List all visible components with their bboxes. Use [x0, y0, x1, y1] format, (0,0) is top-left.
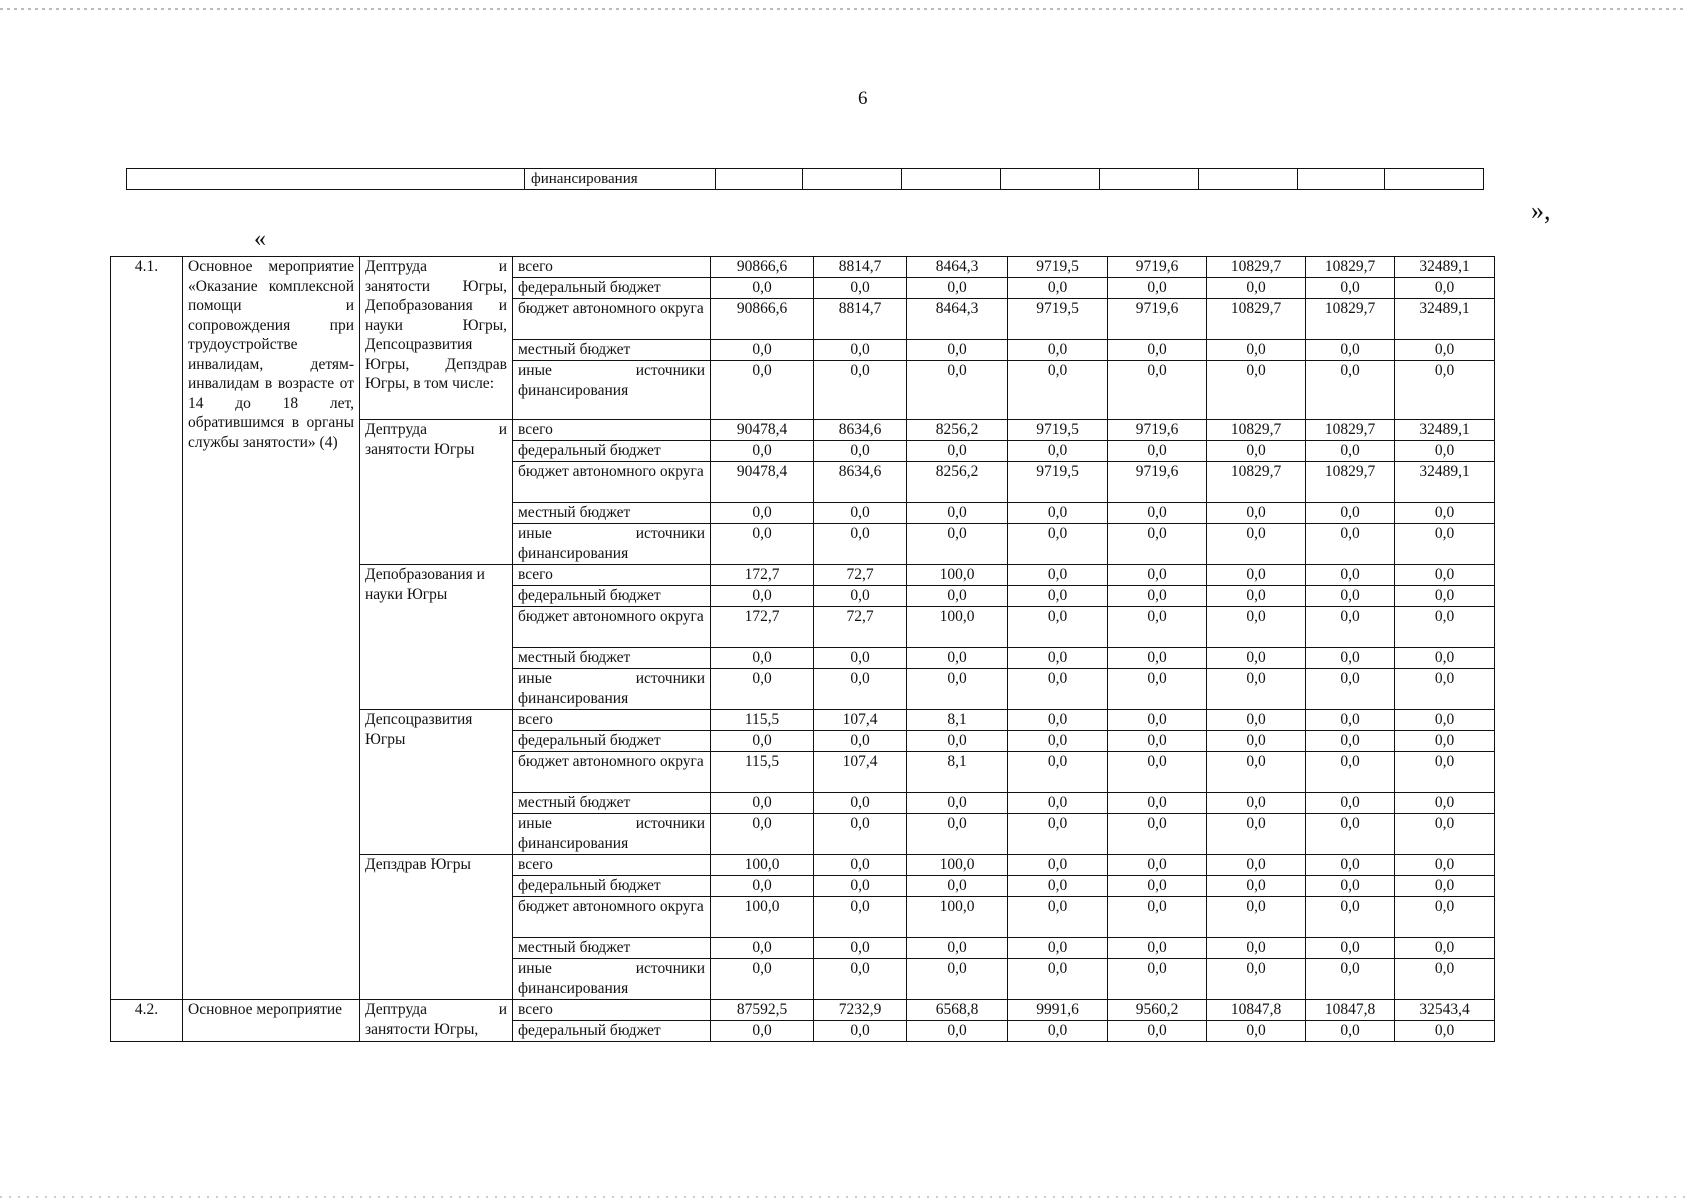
- value-cell: 100,0: [711, 855, 814, 876]
- value-cell: 0,0: [1395, 1021, 1495, 1042]
- value-cell: 87592,5: [711, 1000, 814, 1021]
- value-cell: 100,0: [711, 897, 814, 938]
- continuation-label: финансирования: [525, 169, 716, 190]
- value-cell: 0,0: [1395, 524, 1495, 565]
- value-cell: 0,0: [711, 876, 814, 897]
- value-cell: 0,0: [1395, 959, 1495, 1000]
- value-cell: 90866,6: [711, 299, 814, 340]
- value-cell: 0,0: [1306, 793, 1395, 814]
- value-cell: 0,0: [1207, 793, 1306, 814]
- value-cell: 0,0: [1395, 710, 1495, 731]
- value-cell: 0,0: [711, 503, 814, 524]
- item-title: Основное мероприятие: [183, 1000, 360, 1042]
- source-label: бюджет автономного округа: [513, 897, 711, 938]
- value-cell: 0,0: [1008, 793, 1108, 814]
- value-cell: 0,0: [907, 1021, 1008, 1042]
- value-cell: 0,0: [1008, 648, 1108, 669]
- value-cell: 0,0: [1395, 565, 1495, 586]
- value-cell: 8,1: [907, 752, 1008, 793]
- source-label: федеральный бюджет: [513, 586, 711, 607]
- value-cell: 0,0: [1207, 441, 1306, 462]
- value-cell: 10829,7: [1306, 299, 1395, 340]
- value-cell: 0,0: [711, 648, 814, 669]
- value-cell: 0,0: [1306, 938, 1395, 959]
- source-label: местный бюджет: [513, 503, 711, 524]
- value-cell: 0,0: [711, 441, 814, 462]
- value-cell: 0,0: [1008, 1021, 1108, 1042]
- source-label: иные источники финансирования: [513, 524, 711, 565]
- value-cell: 100,0: [907, 855, 1008, 876]
- value-cell: 9719,6: [1108, 420, 1207, 441]
- value-cell: 10847,8: [1207, 1000, 1306, 1021]
- value-cell: 0,0: [907, 648, 1008, 669]
- opening-quote: «: [254, 226, 266, 252]
- value-cell: 0,0: [1306, 565, 1395, 586]
- value-cell: 0,0: [711, 1021, 814, 1042]
- value-cell: 0,0: [1395, 876, 1495, 897]
- source-label: иные источники финансирования: [513, 959, 711, 1000]
- value-cell: 0,0: [1008, 361, 1108, 420]
- value-cell: 0,0: [907, 814, 1008, 855]
- value-cell: 115,5: [711, 752, 814, 793]
- value-cell: 172,7: [711, 565, 814, 586]
- value-cell: 0,0: [1207, 648, 1306, 669]
- value-cell: 0,0: [1207, 710, 1306, 731]
- value-cell: 90478,4: [711, 420, 814, 441]
- value-cell: 0,0: [1395, 731, 1495, 752]
- value-cell: 8464,3: [907, 299, 1008, 340]
- executor-cell: Дептруда и занятости Югры: [360, 420, 513, 565]
- value-cell: 0,0: [1108, 814, 1207, 855]
- value-cell: 0,0: [1306, 441, 1395, 462]
- value-cell: 0,0: [1306, 876, 1395, 897]
- value-cell: 0,0: [907, 586, 1008, 607]
- value-cell: 0,0: [711, 814, 814, 855]
- value-cell: 0,0: [1207, 340, 1306, 361]
- table-cell: [1199, 169, 1298, 190]
- value-cell: 9719,5: [1008, 462, 1108, 503]
- value-cell: 10829,7: [1207, 420, 1306, 441]
- source-label: местный бюджет: [513, 938, 711, 959]
- value-cell: 0,0: [1108, 793, 1207, 814]
- value-cell: 0,0: [907, 278, 1008, 299]
- value-cell: 9719,5: [1008, 299, 1108, 340]
- value-cell: 0,0: [1207, 731, 1306, 752]
- value-cell: 0,0: [1207, 855, 1306, 876]
- value-cell: 0,0: [1306, 607, 1395, 648]
- value-cell: 0,0: [1108, 1021, 1207, 1042]
- value-cell: 0,0: [1395, 586, 1495, 607]
- value-cell: 0,0: [1108, 648, 1207, 669]
- value-cell: 0,0: [814, 814, 907, 855]
- scan-edge-top: [0, 8, 1686, 10]
- value-cell: 0,0: [1108, 876, 1207, 897]
- value-cell: 10829,7: [1207, 299, 1306, 340]
- value-cell: 100,0: [907, 607, 1008, 648]
- value-cell: 172,7: [711, 607, 814, 648]
- value-cell: 0,0: [1207, 607, 1306, 648]
- value-cell: 90866,6: [711, 257, 814, 278]
- value-cell: 0,0: [1395, 793, 1495, 814]
- value-cell: 0,0: [907, 731, 1008, 752]
- value-cell: 0,0: [1306, 340, 1395, 361]
- value-cell: 9719,5: [1008, 420, 1108, 441]
- value-cell: 0,0: [1108, 959, 1207, 1000]
- value-cell: 0,0: [1008, 524, 1108, 565]
- value-cell: 0,0: [1306, 855, 1395, 876]
- table-row: [127, 169, 1484, 190]
- source-label: бюджет автономного округа: [513, 752, 711, 793]
- value-cell: 32543,4: [1395, 1000, 1495, 1021]
- value-cell: 0,0: [1008, 731, 1108, 752]
- value-cell: 0,0: [1008, 607, 1108, 648]
- source-label: бюджет автономного округа: [513, 607, 711, 648]
- value-cell: 0,0: [1395, 814, 1495, 855]
- value-cell: 0,0: [711, 361, 814, 420]
- source-label: бюджет автономного округа: [513, 299, 711, 340]
- value-cell: 0,0: [711, 278, 814, 299]
- value-cell: 0,0: [711, 793, 814, 814]
- value-cell: 0,0: [1008, 565, 1108, 586]
- value-cell: 0,0: [1108, 607, 1207, 648]
- value-cell: 0,0: [1108, 669, 1207, 710]
- value-cell: 0,0: [814, 855, 907, 876]
- value-cell: 0,0: [711, 669, 814, 710]
- value-cell: 0,0: [1108, 938, 1207, 959]
- value-cell: 0,0: [1395, 897, 1495, 938]
- value-cell: 8,1: [907, 710, 1008, 731]
- value-cell: 0,0: [1395, 441, 1495, 462]
- source-label: местный бюджет: [513, 648, 711, 669]
- value-cell: 0,0: [711, 731, 814, 752]
- value-cell: 0,0: [1395, 855, 1495, 876]
- source-label: всего: [513, 1000, 711, 1021]
- source-label: федеральный бюджет: [513, 876, 711, 897]
- value-cell: 0,0: [1108, 503, 1207, 524]
- value-cell: 10829,7: [1306, 420, 1395, 441]
- table-cell: [1001, 169, 1100, 190]
- value-cell: 32489,1: [1395, 420, 1495, 441]
- value-cell: 0,0: [1008, 752, 1108, 793]
- value-cell: 0,0: [907, 876, 1008, 897]
- source-label: федеральный бюджет: [513, 731, 711, 752]
- value-cell: 0,0: [1207, 503, 1306, 524]
- table-row: [111, 1000, 1495, 1021]
- value-cell: 0,0: [1008, 938, 1108, 959]
- value-cell: 0,0: [1395, 669, 1495, 710]
- value-cell: 0,0: [1008, 278, 1108, 299]
- value-cell: 0,0: [907, 361, 1008, 420]
- value-cell: 10829,7: [1306, 462, 1395, 503]
- value-cell: 0,0: [1207, 278, 1306, 299]
- value-cell: 8256,2: [907, 420, 1008, 441]
- value-cell: 9991,6: [1008, 1000, 1108, 1021]
- source-label: федеральный бюджет: [513, 1021, 711, 1042]
- value-cell: 0,0: [1108, 361, 1207, 420]
- value-cell: 0,0: [814, 340, 907, 361]
- value-cell: 0,0: [1207, 1021, 1306, 1042]
- value-cell: 0,0: [1306, 897, 1395, 938]
- table-cell: [902, 169, 1001, 190]
- source-label: всего: [513, 565, 711, 586]
- value-cell: 0,0: [814, 876, 907, 897]
- value-cell: 0,0: [1207, 361, 1306, 420]
- value-cell: 0,0: [1008, 876, 1108, 897]
- value-cell: 0,0: [1207, 876, 1306, 897]
- item-title: Основное мероприятие «Оказание комплексной помощи и сопровождения при трудоустройстве инвалидам, детям-инвалидам в возрасте от 14 до 18 лет, обратившимся в органы службы занятости» (4): [183, 257, 360, 1000]
- value-cell: 0,0: [1008, 959, 1108, 1000]
- value-cell: 0,0: [711, 959, 814, 1000]
- value-cell: 0,0: [1395, 607, 1495, 648]
- value-cell: 0,0: [907, 441, 1008, 462]
- table-cell: [803, 169, 902, 190]
- value-cell: 0,0: [1008, 340, 1108, 361]
- executor-cell: Дептруда и занятости Югры,: [360, 1000, 513, 1042]
- value-cell: 0,0: [1395, 938, 1495, 959]
- value-cell: 0,0: [1207, 669, 1306, 710]
- source-label: всего: [513, 710, 711, 731]
- value-cell: 0,0: [814, 503, 907, 524]
- source-label: федеральный бюджет: [513, 441, 711, 462]
- value-cell: 8464,3: [907, 257, 1008, 278]
- value-cell: 72,7: [814, 565, 907, 586]
- scan-edge-bottom: [0, 1196, 1686, 1198]
- value-cell: 7232,9: [814, 1000, 907, 1021]
- value-cell: 0,0: [1008, 855, 1108, 876]
- value-cell: 0,0: [1306, 752, 1395, 793]
- value-cell: 0,0: [814, 731, 907, 752]
- value-cell: 0,0: [1207, 938, 1306, 959]
- value-cell: 0,0: [1008, 710, 1108, 731]
- item-number: 4.1.: [111, 257, 183, 1000]
- value-cell: 0,0: [814, 278, 907, 299]
- table-cell: [1298, 169, 1385, 190]
- value-cell: 0,0: [1207, 897, 1306, 938]
- value-cell: 0,0: [1008, 441, 1108, 462]
- value-cell: 107,4: [814, 752, 907, 793]
- value-cell: 0,0: [1207, 959, 1306, 1000]
- value-cell: 9719,5: [1008, 257, 1108, 278]
- value-cell: 0,0: [814, 1021, 907, 1042]
- source-label: иные источники финансирования: [513, 669, 711, 710]
- table-cell: [716, 169, 803, 190]
- value-cell: 0,0: [814, 669, 907, 710]
- value-cell: 0,0: [1108, 340, 1207, 361]
- value-cell: 10847,8: [1306, 1000, 1395, 1021]
- value-cell: 9560,2: [1108, 1000, 1207, 1021]
- value-cell: 72,7: [814, 607, 907, 648]
- funding-table: [110, 256, 1495, 1042]
- continuation-table: [126, 168, 1484, 190]
- value-cell: 115,5: [711, 710, 814, 731]
- value-cell: 0,0: [1306, 648, 1395, 669]
- value-cell: 0,0: [814, 938, 907, 959]
- value-cell: 0,0: [1395, 361, 1495, 420]
- executor-cell: Депобразования и науки Югры: [360, 565, 513, 710]
- closing-quote: »,: [1531, 196, 1551, 225]
- value-cell: 0,0: [1108, 278, 1207, 299]
- value-cell: 9719,6: [1108, 299, 1207, 340]
- value-cell: 0,0: [711, 524, 814, 565]
- source-label: местный бюджет: [513, 793, 711, 814]
- value-cell: 0,0: [907, 669, 1008, 710]
- value-cell: 0,0: [1306, 361, 1395, 420]
- value-cell: 107,4: [814, 710, 907, 731]
- source-label: местный бюджет: [513, 340, 711, 361]
- source-label: всего: [513, 257, 711, 278]
- value-cell: 0,0: [1108, 441, 1207, 462]
- value-cell: 0,0: [814, 959, 907, 1000]
- table-cell: [1385, 169, 1484, 190]
- value-cell: 0,0: [1207, 586, 1306, 607]
- value-cell: 0,0: [1108, 524, 1207, 565]
- source-label: иные источники финансирования: [513, 814, 711, 855]
- source-label: бюджет автономного округа: [513, 462, 711, 503]
- value-cell: 0,0: [814, 441, 907, 462]
- table-row: [111, 257, 1495, 278]
- value-cell: 8256,2: [907, 462, 1008, 503]
- value-cell: 100,0: [907, 897, 1008, 938]
- value-cell: 10829,7: [1306, 257, 1395, 278]
- value-cell: 0,0: [907, 793, 1008, 814]
- value-cell: 8634,6: [814, 420, 907, 441]
- value-cell: 0,0: [1207, 565, 1306, 586]
- value-cell: 0,0: [907, 959, 1008, 1000]
- value-cell: 0,0: [1306, 278, 1395, 299]
- value-cell: 0,0: [1306, 503, 1395, 524]
- value-cell: 0,0: [814, 524, 907, 565]
- source-label: федеральный бюджет: [513, 278, 711, 299]
- value-cell: 0,0: [1306, 814, 1395, 855]
- value-cell: 0,0: [814, 793, 907, 814]
- value-cell: 0,0: [1306, 1021, 1395, 1042]
- value-cell: 0,0: [1306, 959, 1395, 1000]
- executor-cell: Депсоцразвития Югры: [360, 710, 513, 855]
- table-cell: [127, 169, 525, 190]
- value-cell: 0,0: [1108, 731, 1207, 752]
- value-cell: 0,0: [1008, 814, 1108, 855]
- value-cell: 0,0: [1306, 586, 1395, 607]
- value-cell: 0,0: [1108, 855, 1207, 876]
- executor-cell: Дептруда и занятости Югры, Депобразования и науки Югры, Депсоцразвития Югры, Депздрав Югры, в том числе:: [360, 257, 513, 420]
- value-cell: 100,0: [907, 565, 1008, 586]
- value-cell: 8814,7: [814, 299, 907, 340]
- value-cell: 90478,4: [711, 462, 814, 503]
- value-cell: 0,0: [711, 938, 814, 959]
- value-cell: 9719,6: [1108, 257, 1207, 278]
- value-cell: 0,0: [1395, 340, 1495, 361]
- value-cell: 10829,7: [1207, 462, 1306, 503]
- value-cell: 0,0: [1306, 710, 1395, 731]
- value-cell: 0,0: [1395, 752, 1495, 793]
- value-cell: 0,0: [711, 586, 814, 607]
- value-cell: 32489,1: [1395, 299, 1495, 340]
- value-cell: 0,0: [1008, 586, 1108, 607]
- value-cell: 32489,1: [1395, 257, 1495, 278]
- value-cell: 0,0: [1108, 897, 1207, 938]
- value-cell: 0,0: [1108, 710, 1207, 731]
- value-cell: 0,0: [907, 524, 1008, 565]
- value-cell: 0,0: [1108, 752, 1207, 793]
- value-cell: 0,0: [1108, 586, 1207, 607]
- value-cell: 0,0: [814, 648, 907, 669]
- item-number: 4.2.: [111, 1000, 183, 1042]
- value-cell: 9719,6: [1108, 462, 1207, 503]
- value-cell: 0,0: [1306, 524, 1395, 565]
- value-cell: 0,0: [1108, 565, 1207, 586]
- value-cell: 0,0: [814, 897, 907, 938]
- value-cell: 0,0: [1306, 731, 1395, 752]
- value-cell: 0,0: [1008, 669, 1108, 710]
- source-label: иные источники финансирования: [513, 361, 711, 420]
- table-cell: [1100, 169, 1199, 190]
- executor-cell: Депздрав Югры: [360, 855, 513, 1000]
- source-label: всего: [513, 855, 711, 876]
- value-cell: 32489,1: [1395, 462, 1495, 503]
- value-cell: 6568,8: [907, 1000, 1008, 1021]
- value-cell: 0,0: [907, 340, 1008, 361]
- value-cell: 0,0: [1207, 524, 1306, 565]
- value-cell: 0,0: [1395, 503, 1495, 524]
- value-cell: 0,0: [1395, 648, 1495, 669]
- value-cell: 8634,6: [814, 462, 907, 503]
- value-cell: 0,0: [1008, 503, 1108, 524]
- value-cell: 0,0: [1207, 814, 1306, 855]
- value-cell: 0,0: [1395, 278, 1495, 299]
- source-label: всего: [513, 420, 711, 441]
- value-cell: 10829,7: [1207, 257, 1306, 278]
- value-cell: 0,0: [814, 586, 907, 607]
- value-cell: 0,0: [1008, 897, 1108, 938]
- value-cell: 8814,7: [814, 257, 907, 278]
- value-cell: 0,0: [711, 340, 814, 361]
- value-cell: 0,0: [1306, 669, 1395, 710]
- page-number: 6: [858, 88, 868, 109]
- value-cell: 0,0: [907, 503, 1008, 524]
- value-cell: 0,0: [1207, 752, 1306, 793]
- value-cell: 0,0: [907, 938, 1008, 959]
- value-cell: 0,0: [814, 361, 907, 420]
